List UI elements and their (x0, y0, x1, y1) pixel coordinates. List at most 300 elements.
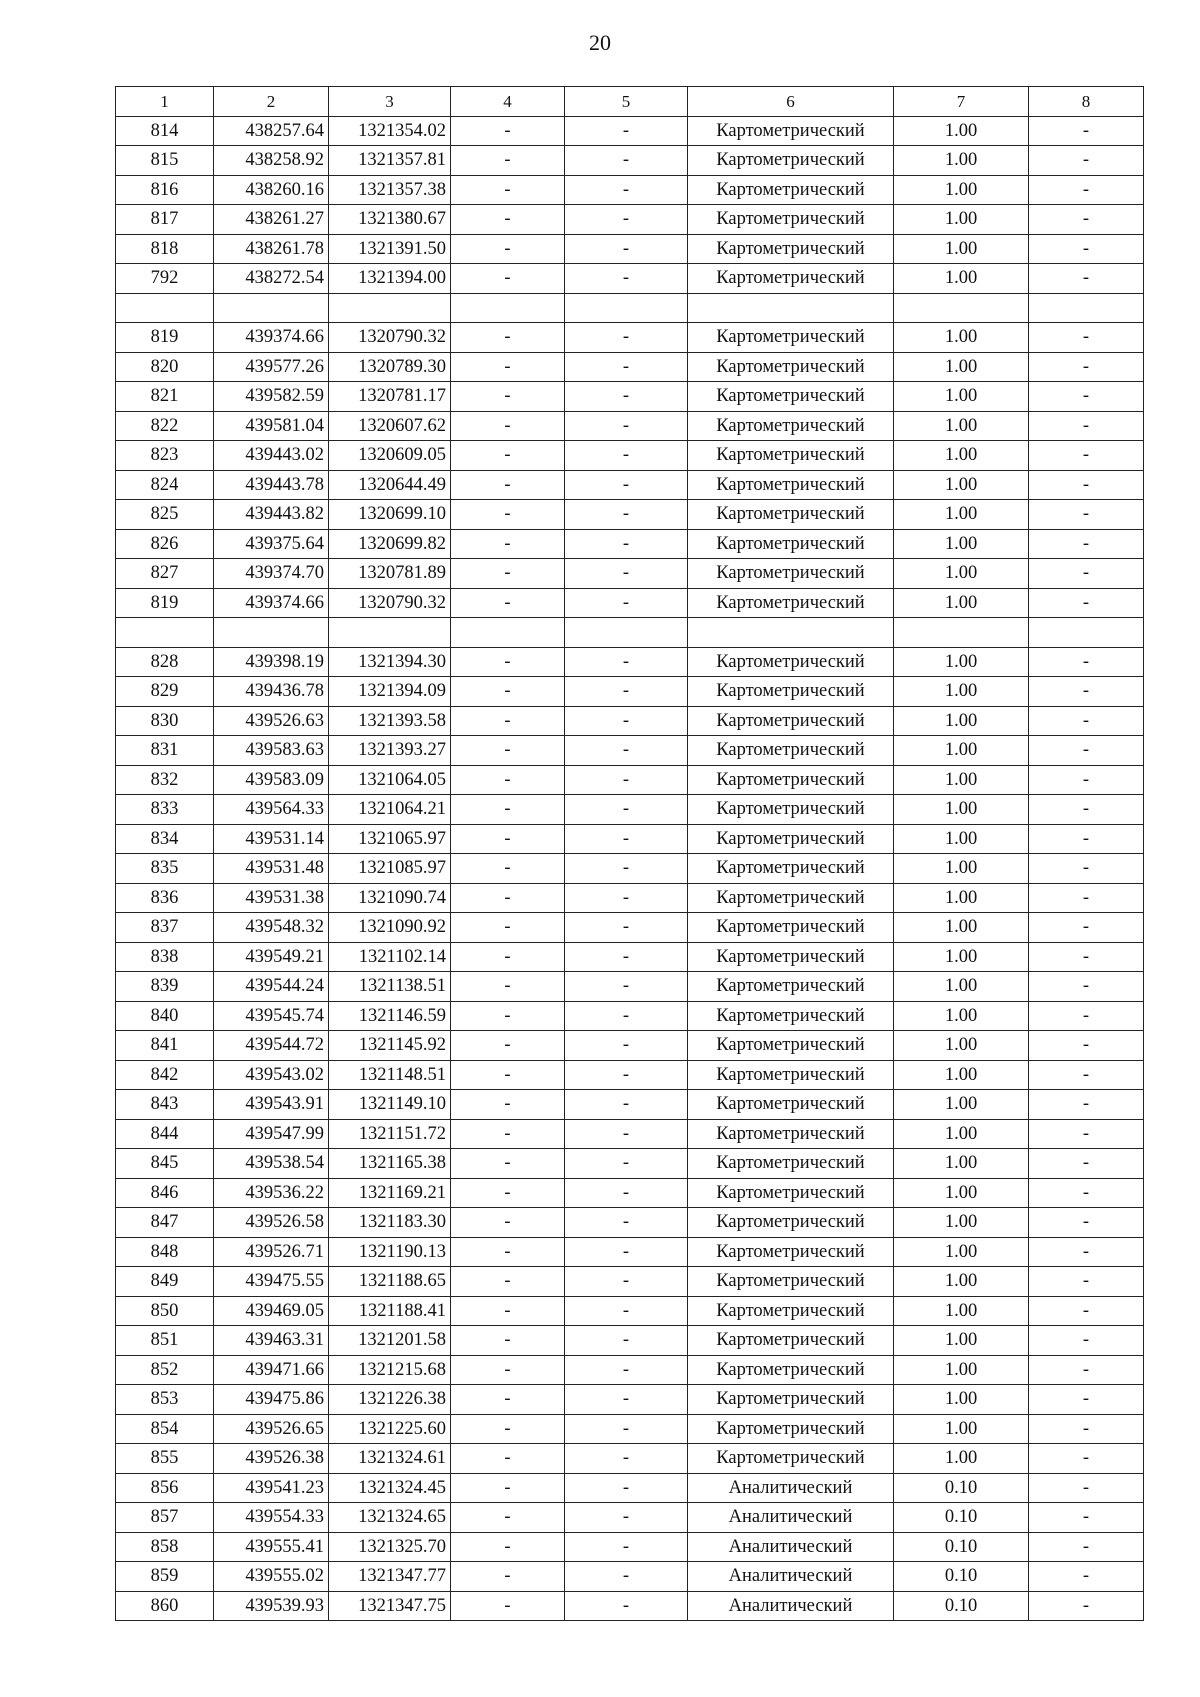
x-coordinate-cell: 439583.63 (214, 736, 329, 766)
col-5-value-cell: - (565, 175, 688, 205)
y-coordinate-cell: 1320699.82 (329, 529, 451, 559)
method-cell: Картометрический (688, 913, 894, 943)
col-8-value-cell: - (1029, 1001, 1144, 1031)
point-number-cell: 829 (116, 677, 214, 707)
y-coordinate-cell: 1320790.32 (329, 588, 451, 618)
x-coordinate-cell: 439443.02 (214, 441, 329, 471)
col-5-value-cell: - (565, 913, 688, 943)
method-cell (688, 618, 894, 648)
table-header (116, 87, 1144, 117)
col-4-value-cell: - (451, 647, 565, 677)
y-coordinate-cell: 1320781.17 (329, 382, 451, 412)
col-5-value-cell: - (565, 736, 688, 766)
col-5-value-cell: - (565, 1237, 688, 1267)
accuracy-cell: 1.00 (894, 1326, 1029, 1356)
column-header-3: 3 (329, 87, 451, 117)
y-coordinate-cell: 1321165.38 (329, 1149, 451, 1179)
column-header-6: 6 (688, 87, 894, 117)
col-4-value-cell: - (451, 1532, 565, 1562)
x-coordinate-cell: 439475.86 (214, 1385, 329, 1415)
accuracy-cell: 1.00 (894, 1178, 1029, 1208)
col-8-value-cell: - (1029, 205, 1144, 235)
method-cell: Картометрический (688, 1149, 894, 1179)
point-number-cell: 849 (116, 1267, 214, 1297)
col-4-value-cell: - (451, 1296, 565, 1326)
col-8-value-cell: - (1029, 1090, 1144, 1120)
col-5-value-cell: - (565, 411, 688, 441)
point-number-cell: 851 (116, 1326, 214, 1356)
point-number-cell: 818 (116, 234, 214, 264)
point-number-cell: 854 (116, 1414, 214, 1444)
table-row (116, 529, 1144, 559)
x-coordinate-cell: 439531.48 (214, 854, 329, 884)
accuracy-cell: 1.00 (894, 1001, 1029, 1031)
col-4-value-cell (451, 293, 565, 323)
y-coordinate-cell (329, 293, 451, 323)
y-coordinate-cell: 1321201.58 (329, 1326, 451, 1356)
col-5-value-cell: - (565, 795, 688, 825)
method-cell: Картометрический (688, 1178, 894, 1208)
point-number-cell: 858 (116, 1532, 214, 1562)
table-row (116, 1237, 1144, 1267)
point-number-cell: 826 (116, 529, 214, 559)
x-coordinate-cell: 439543.91 (214, 1090, 329, 1120)
col-8-value-cell: - (1029, 706, 1144, 736)
y-coordinate-cell: 1320781.89 (329, 559, 451, 589)
method-cell: Картометрический (688, 1355, 894, 1385)
accuracy-cell: 1.00 (894, 411, 1029, 441)
y-coordinate-cell: 1321357.38 (329, 175, 451, 205)
col-8-value-cell: - (1029, 146, 1144, 176)
col-4-value-cell: - (451, 1473, 565, 1503)
col-8-value-cell: - (1029, 470, 1144, 500)
table-row (116, 234, 1144, 264)
point-number-cell: 841 (116, 1031, 214, 1061)
col-5-value-cell: - (565, 1385, 688, 1415)
table-row (116, 706, 1144, 736)
col-8-value-cell: - (1029, 824, 1144, 854)
table-row (116, 1503, 1144, 1533)
x-coordinate-cell: 439526.58 (214, 1208, 329, 1238)
y-coordinate-cell: 1321394.30 (329, 647, 451, 677)
table-row (116, 1296, 1144, 1326)
col-8-value-cell: - (1029, 854, 1144, 884)
x-coordinate-cell: 439555.02 (214, 1562, 329, 1592)
col-4-value-cell: - (451, 1031, 565, 1061)
table-row (116, 913, 1144, 943)
col-5-value-cell: - (565, 1267, 688, 1297)
accuracy-cell (894, 618, 1029, 648)
col-8-value-cell: - (1029, 883, 1144, 913)
y-coordinate-cell: 1321391.50 (329, 234, 451, 264)
method-cell: Картометрический (688, 323, 894, 353)
col-5-value-cell: - (565, 1090, 688, 1120)
column-header-7: 7 (894, 87, 1029, 117)
col-4-value-cell: - (451, 1178, 565, 1208)
y-coordinate-cell: 1320789.30 (329, 352, 451, 382)
y-coordinate-cell: 1321324.61 (329, 1444, 451, 1474)
col-4-value-cell: - (451, 205, 565, 235)
col-5-value-cell: - (565, 500, 688, 530)
x-coordinate-cell: 439526.38 (214, 1444, 329, 1474)
point-number-cell: 817 (116, 205, 214, 235)
accuracy-cell: 1.00 (894, 1296, 1029, 1326)
col-8-value-cell: - (1029, 942, 1144, 972)
col-5-value-cell: - (565, 529, 688, 559)
accuracy-cell: 1.00 (894, 647, 1029, 677)
col-4-value-cell: - (451, 1562, 565, 1592)
point-number-cell: 842 (116, 1060, 214, 1090)
method-cell: Картометрический (688, 765, 894, 795)
accuracy-cell: 1.00 (894, 854, 1029, 884)
y-coordinate-cell (329, 618, 451, 648)
col-5-value-cell: - (565, 1178, 688, 1208)
col-4-value-cell: - (451, 1090, 565, 1120)
x-coordinate-cell: 439469.05 (214, 1296, 329, 1326)
accuracy-cell: 0.10 (894, 1562, 1029, 1592)
point-number-cell: 850 (116, 1296, 214, 1326)
point-number-cell: 831 (116, 736, 214, 766)
method-cell: Картометрический (688, 1119, 894, 1149)
col-5-value-cell: - (565, 1532, 688, 1562)
col-4-value-cell: - (451, 588, 565, 618)
col-4-value-cell: - (451, 1119, 565, 1149)
table-row (116, 588, 1144, 618)
x-coordinate-cell: 439531.14 (214, 824, 329, 854)
point-number-cell: 859 (116, 1562, 214, 1592)
col-4-value-cell: - (451, 1385, 565, 1415)
method-cell: Картометрический (688, 411, 894, 441)
accuracy-cell (894, 293, 1029, 323)
method-cell: Картометрический (688, 854, 894, 884)
y-coordinate-cell: 1321394.00 (329, 264, 451, 294)
col-5-value-cell: - (565, 146, 688, 176)
point-number-cell: 852 (116, 1355, 214, 1385)
x-coordinate-cell: 439543.02 (214, 1060, 329, 1090)
accuracy-cell: 0.10 (894, 1532, 1029, 1562)
table-row (116, 116, 1144, 146)
accuracy-cell: 1.00 (894, 736, 1029, 766)
x-coordinate-cell: 439582.59 (214, 382, 329, 412)
col-4-value-cell: - (451, 854, 565, 884)
method-cell: Аналитический (688, 1591, 894, 1621)
col-8-value-cell: - (1029, 588, 1144, 618)
y-coordinate-cell: 1321190.13 (329, 1237, 451, 1267)
table-row (116, 175, 1144, 205)
method-cell: Картометрический (688, 116, 894, 146)
col-4-value-cell: - (451, 1208, 565, 1238)
point-number-cell: 846 (116, 1178, 214, 1208)
point-number-cell: 848 (116, 1237, 214, 1267)
point-number-cell: 839 (116, 972, 214, 1002)
accuracy-cell: 1.00 (894, 1031, 1029, 1061)
col-8-value-cell: - (1029, 677, 1144, 707)
method-cell: Картометрический (688, 529, 894, 559)
accuracy-cell: 1.00 (894, 1208, 1029, 1238)
accuracy-cell: 1.00 (894, 942, 1029, 972)
col-4-value-cell: - (451, 765, 565, 795)
col-4-value-cell: - (451, 1414, 565, 1444)
accuracy-cell: 1.00 (894, 1355, 1029, 1385)
col-4-value-cell: - (451, 470, 565, 500)
point-number-cell: 860 (116, 1591, 214, 1621)
y-coordinate-cell: 1321064.21 (329, 795, 451, 825)
col-5-value-cell: - (565, 1591, 688, 1621)
table-row (116, 1149, 1144, 1179)
method-cell: Картометрический (688, 972, 894, 1002)
col-8-value-cell: - (1029, 411, 1144, 441)
col-8-value-cell (1029, 293, 1144, 323)
x-coordinate-cell: 439544.24 (214, 972, 329, 1002)
column-header-4: 4 (451, 87, 565, 117)
x-coordinate-cell: 439577.26 (214, 352, 329, 382)
x-coordinate-cell: 438272.54 (214, 264, 329, 294)
accuracy-cell: 1.00 (894, 1060, 1029, 1090)
y-coordinate-cell: 1321324.65 (329, 1503, 451, 1533)
col-5-value-cell: - (565, 1119, 688, 1149)
y-coordinate-cell: 1321065.97 (329, 824, 451, 854)
accuracy-cell: 1.00 (894, 706, 1029, 736)
x-coordinate-cell: 439443.82 (214, 500, 329, 530)
point-number-cell: 821 (116, 382, 214, 412)
col-5-value-cell: - (565, 706, 688, 736)
col-4-value-cell: - (451, 146, 565, 176)
accuracy-cell: 1.00 (894, 146, 1029, 176)
method-cell: Картометрический (688, 146, 894, 176)
col-4-value-cell: - (451, 175, 565, 205)
accuracy-cell: 1.00 (894, 323, 1029, 353)
col-4-value-cell: - (451, 1060, 565, 1090)
col-8-value-cell: - (1029, 1591, 1144, 1621)
table-row (116, 1031, 1144, 1061)
point-number-cell: 847 (116, 1208, 214, 1238)
header-row (116, 87, 1144, 117)
col-5-value-cell: - (565, 264, 688, 294)
col-8-value-cell: - (1029, 1149, 1144, 1179)
y-coordinate-cell: 1321151.72 (329, 1119, 451, 1149)
col-4-value-cell: - (451, 1237, 565, 1267)
col-8-value-cell: - (1029, 1444, 1144, 1474)
point-number-cell: 827 (116, 559, 214, 589)
col-4-value-cell: - (451, 1355, 565, 1385)
accuracy-cell: 1.00 (894, 588, 1029, 618)
col-8-value-cell: - (1029, 1503, 1144, 1533)
accuracy-cell: 1.00 (894, 677, 1029, 707)
y-coordinate-cell: 1320607.62 (329, 411, 451, 441)
col-5-value-cell: - (565, 1503, 688, 1533)
y-coordinate-cell: 1321148.51 (329, 1060, 451, 1090)
point-number-cell: 834 (116, 824, 214, 854)
table-row (116, 795, 1144, 825)
y-coordinate-cell: 1321225.60 (329, 1414, 451, 1444)
col-4-value-cell: - (451, 883, 565, 913)
table-row (116, 146, 1144, 176)
method-cell: Картометрический (688, 1267, 894, 1297)
col-8-value-cell: - (1029, 1355, 1144, 1385)
col-4-value-cell: - (451, 677, 565, 707)
col-8-value-cell: - (1029, 264, 1144, 294)
point-number-cell: 844 (116, 1119, 214, 1149)
y-coordinate-cell: 1321393.27 (329, 736, 451, 766)
y-coordinate-cell: 1320644.49 (329, 470, 451, 500)
method-cell: Картометрический (688, 824, 894, 854)
y-coordinate-cell: 1321394.09 (329, 677, 451, 707)
x-coordinate-cell: 439581.04 (214, 411, 329, 441)
x-coordinate-cell: 439443.78 (214, 470, 329, 500)
column-header-2: 2 (214, 87, 329, 117)
col-5-value-cell (565, 293, 688, 323)
col-5-value-cell: - (565, 1208, 688, 1238)
x-coordinate-cell: 439436.78 (214, 677, 329, 707)
y-coordinate-cell: 1321347.75 (329, 1591, 451, 1621)
y-coordinate-cell: 1321357.81 (329, 146, 451, 176)
col-5-value-cell: - (565, 765, 688, 795)
table-row (116, 352, 1144, 382)
col-8-value-cell: - (1029, 913, 1144, 943)
method-cell: Картометрический (688, 942, 894, 972)
point-number-cell: 845 (116, 1149, 214, 1179)
x-coordinate-cell (214, 618, 329, 648)
method-cell: Картометрический (688, 470, 894, 500)
x-coordinate-cell: 439463.31 (214, 1326, 329, 1356)
col-8-value-cell: - (1029, 323, 1144, 353)
accuracy-cell: 1.00 (894, 470, 1029, 500)
col-4-value-cell: - (451, 352, 565, 382)
x-coordinate-cell: 439583.09 (214, 765, 329, 795)
col-5-value-cell: - (565, 205, 688, 235)
col-5-value-cell: - (565, 942, 688, 972)
x-coordinate-cell: 438258.92 (214, 146, 329, 176)
method-cell: Картометрический (688, 883, 894, 913)
table-row (116, 1178, 1144, 1208)
y-coordinate-cell: 1321138.51 (329, 972, 451, 1002)
col-5-value-cell: - (565, 1296, 688, 1326)
y-coordinate-cell: 1321188.41 (329, 1296, 451, 1326)
method-cell: Картометрический (688, 1296, 894, 1326)
table-row (116, 1591, 1144, 1621)
x-coordinate-cell: 439375.64 (214, 529, 329, 559)
col-4-value-cell: - (451, 234, 565, 264)
accuracy-cell: 1.00 (894, 972, 1029, 1002)
method-cell: Аналитический (688, 1562, 894, 1592)
accuracy-cell: 1.00 (894, 234, 1029, 264)
point-number-cell: 856 (116, 1473, 214, 1503)
point-number-cell: 837 (116, 913, 214, 943)
method-cell: Картометрический (688, 441, 894, 471)
table-row (116, 942, 1144, 972)
table-row (116, 1473, 1144, 1503)
method-cell: Картометрический (688, 736, 894, 766)
col-4-value-cell: - (451, 913, 565, 943)
col-8-value-cell: - (1029, 1326, 1144, 1356)
col-5-value-cell: - (565, 1355, 688, 1385)
table-row (116, 1090, 1144, 1120)
x-coordinate-cell: 439531.38 (214, 883, 329, 913)
y-coordinate-cell: 1321215.68 (329, 1355, 451, 1385)
table-row (116, 1267, 1144, 1297)
col-5-value-cell: - (565, 116, 688, 146)
x-coordinate-cell: 439545.74 (214, 1001, 329, 1031)
point-number-cell: 819 (116, 588, 214, 618)
x-coordinate-cell: 438257.64 (214, 116, 329, 146)
method-cell: Картометрический (688, 264, 894, 294)
point-number-cell: 820 (116, 352, 214, 382)
accuracy-cell: 1.00 (894, 116, 1029, 146)
col-4-value-cell: - (451, 559, 565, 589)
x-coordinate-cell: 439544.72 (214, 1031, 329, 1061)
accuracy-cell: 1.00 (894, 529, 1029, 559)
table-row (116, 1562, 1144, 1592)
col-8-value-cell: - (1029, 500, 1144, 530)
col-8-value-cell: - (1029, 1119, 1144, 1149)
x-coordinate-cell: 439471.66 (214, 1355, 329, 1385)
y-coordinate-cell: 1320609.05 (329, 441, 451, 471)
accuracy-cell: 1.00 (894, 1267, 1029, 1297)
y-coordinate-cell: 1321347.77 (329, 1562, 451, 1592)
method-cell: Картометрический (688, 500, 894, 530)
accuracy-cell: 1.00 (894, 883, 1029, 913)
point-number-cell: 819 (116, 323, 214, 353)
col-8-value-cell: - (1029, 1414, 1144, 1444)
point-number-cell: 822 (116, 411, 214, 441)
accuracy-cell: 1.00 (894, 441, 1029, 471)
table-row (116, 1444, 1144, 1474)
col-4-value-cell: - (451, 1149, 565, 1179)
col-5-value-cell: - (565, 1414, 688, 1444)
col-4-value-cell: - (451, 529, 565, 559)
table-row (116, 618, 1144, 648)
column-header-8: 8 (1029, 87, 1144, 117)
method-cell: Картометрический (688, 1414, 894, 1444)
col-4-value-cell: - (451, 736, 565, 766)
col-5-value-cell: - (565, 883, 688, 913)
point-number-cell: 815 (116, 146, 214, 176)
method-cell: Картометрический (688, 795, 894, 825)
table-row (116, 1385, 1144, 1415)
method-cell: Картометрический (688, 1001, 894, 1031)
method-cell: Картометрический (688, 706, 894, 736)
method-cell: Картометрический (688, 1031, 894, 1061)
point-number-cell (116, 618, 214, 648)
accuracy-cell: 0.10 (894, 1473, 1029, 1503)
table-row (116, 1414, 1144, 1444)
method-cell: Картометрический (688, 1208, 894, 1238)
method-cell: Картометрический (688, 1385, 894, 1415)
point-number-cell: 816 (116, 175, 214, 205)
table-row (116, 854, 1144, 884)
col-4-value-cell: - (451, 1444, 565, 1474)
table-row (116, 677, 1144, 707)
point-number-cell: 824 (116, 470, 214, 500)
x-coordinate-cell: 439549.21 (214, 942, 329, 972)
accuracy-cell: 1.00 (894, 765, 1029, 795)
accuracy-cell: 1.00 (894, 1414, 1029, 1444)
col-5-value-cell: - (565, 352, 688, 382)
x-coordinate-cell: 439541.23 (214, 1473, 329, 1503)
method-cell (688, 293, 894, 323)
x-coordinate-cell: 439538.54 (214, 1149, 329, 1179)
col-4-value-cell: - (451, 795, 565, 825)
accuracy-cell: 1.00 (894, 1385, 1029, 1415)
col-8-value-cell: - (1029, 1060, 1144, 1090)
point-number-cell: 830 (116, 706, 214, 736)
column-header-1: 1 (116, 87, 214, 117)
table-row (116, 1119, 1144, 1149)
col-8-value-cell: - (1029, 116, 1144, 146)
col-5-value-cell: - (565, 1001, 688, 1031)
point-number-cell: 832 (116, 765, 214, 795)
table-row (116, 411, 1144, 441)
